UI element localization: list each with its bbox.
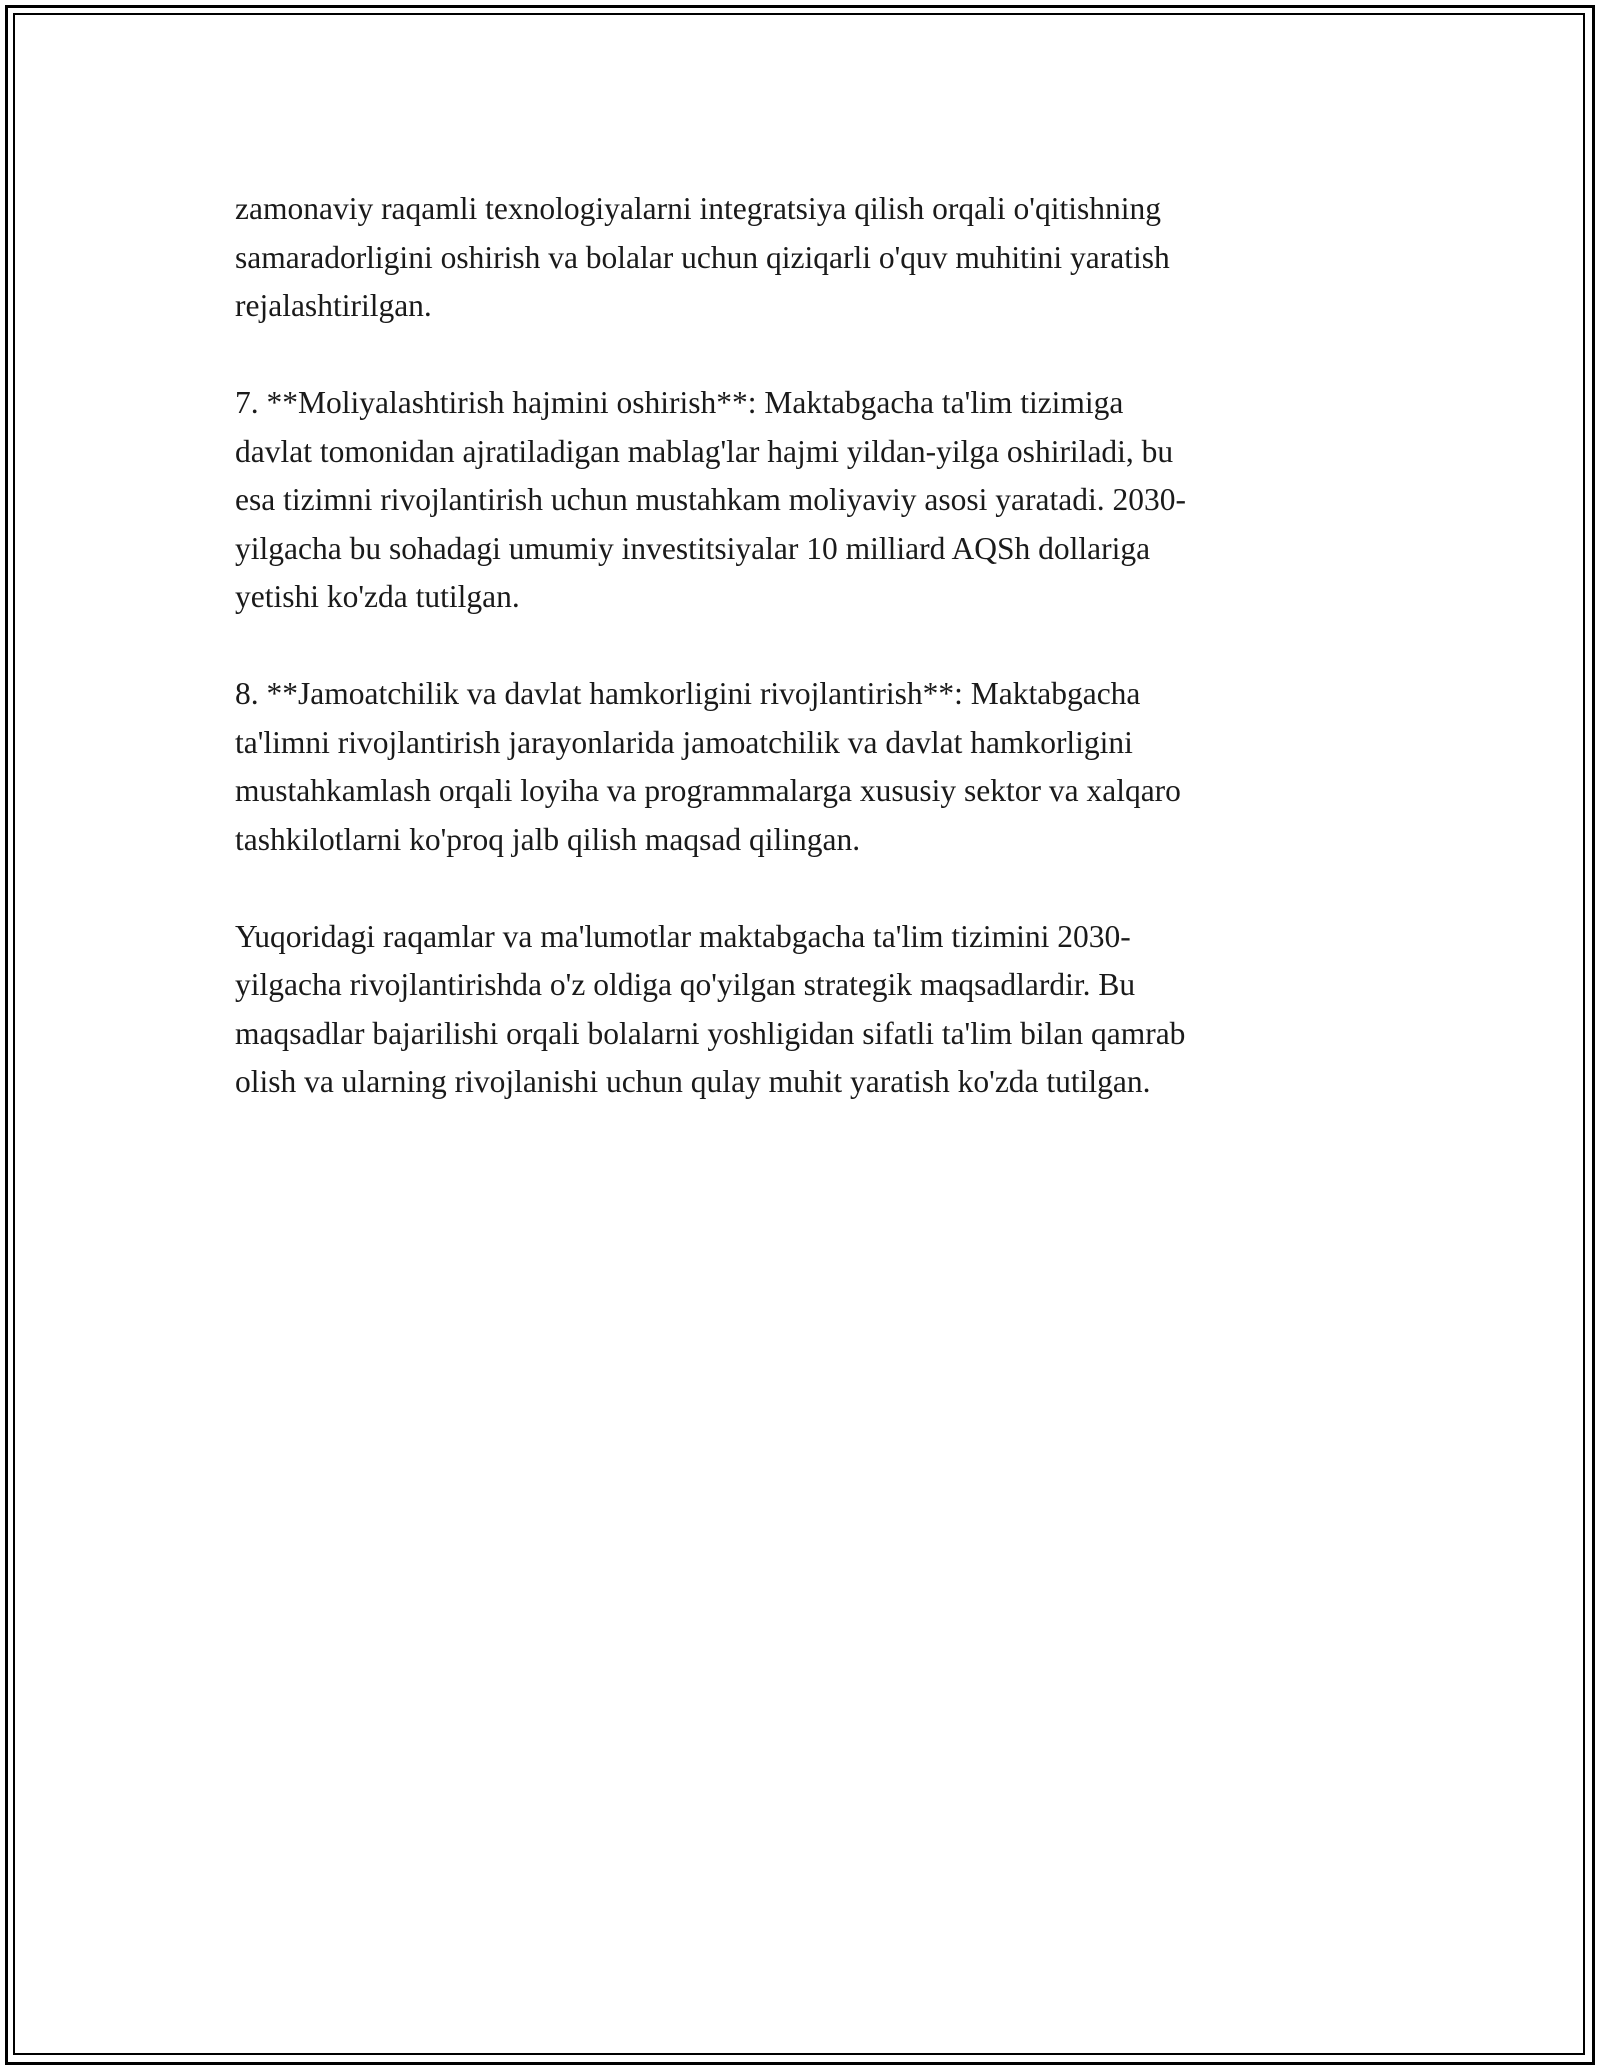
paragraph-item-7: 7. **Moliyalashtirish hajmini oshirish**: Maktabgacha ta'lim tizimiga davlat tomonidan ajratiladigan mablag'lar hajmi yildan-yilga oshiriladi, bu esa tizimni rivojlantirish uchun mustahkam moliyaviy asosi yaratadi. 2030- yilgacha bu sohadagi umumiy investitsiyalar 10 milliard AQSh dollariga yetishi ko'zda tutilgan. [235, 385, 1186, 614]
paragraph-item-8: 8. **Jamoatchilik va davlat hamkorligini rivojlantirish**: Maktabgacha ta'limni rivojlantirish jarayonlarida jamoatchilik va davlat hamkorligini mustahkamlash orqali loyiha va programmalarga xususiy sektor va xalqaro tashkilotlarni ko'proq jalb qilish maqsad qilingan. [235, 676, 1181, 857]
document-body [235, 185, 1365, 1155]
paragraph-continuation: zamonaviy raqamli texnologiyalarni integratsiya qilish orqali o'qitishning samaradorligini oshirish va bolalar uchun qiziqarli o'quv muhitini yaratish rejalashtirilgan. [235, 191, 1170, 323]
paragraph-conclusion: Yuqoridagi raqamlar va ma'lumotlar maktabgacha ta'lim tizimini 2030- yilgacha rivojlantirishda o'z oldiga qo'yilgan strategik maqsadlardir. Bu maqsadlar bajarilishi orqali bolalarni yoshligidan sifatli ta'lim bilan qamrab olish va ularning rivojlanishi uchun qulay muhit yaratish ko'zda tutilgan. [235, 918, 1186, 1099]
